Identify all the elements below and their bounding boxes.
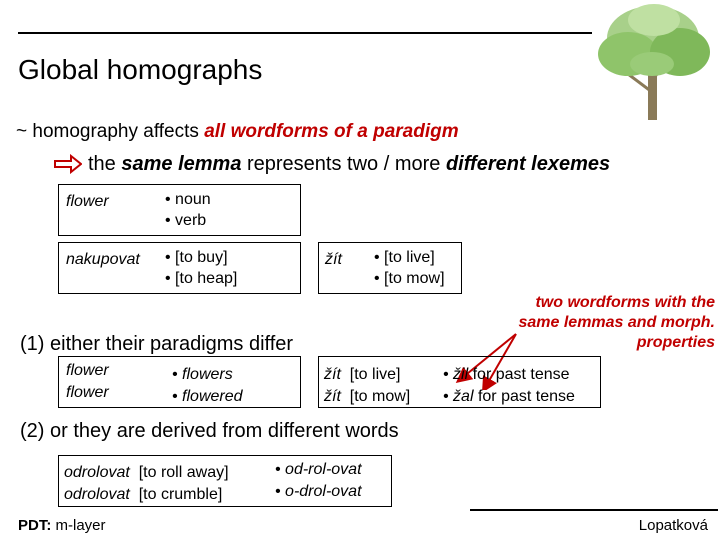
right-form: • žil bbox=[443, 366, 469, 383]
derivation-gloss: [to crumble] bbox=[138, 486, 223, 503]
bottom-rule bbox=[470, 509, 718, 511]
left-word: flower bbox=[66, 384, 109, 401]
lemma-part1: the bbox=[88, 153, 122, 175]
right-form-row bbox=[443, 386, 575, 407]
box-word: žít bbox=[325, 251, 342, 268]
annotation-note: two wordforms with the same lemmas and morph. properties bbox=[518, 294, 715, 351]
footer-left-rest: m-layer bbox=[51, 517, 106, 534]
example-box-nakupovat bbox=[58, 242, 301, 294]
right-form-label: for past tense bbox=[468, 366, 570, 383]
left-word: flower bbox=[66, 362, 109, 379]
lemma-part4: different lexemes bbox=[445, 153, 611, 175]
box-item: • [to mow] bbox=[374, 270, 445, 287]
example-box-zit bbox=[318, 242, 462, 294]
left-form: • flowered bbox=[172, 388, 243, 405]
slide-title: Global homographs bbox=[18, 54, 263, 85]
example-box-flower bbox=[58, 184, 301, 236]
section2-box bbox=[58, 455, 392, 507]
lemma-part2: same lemma bbox=[121, 153, 242, 175]
footer-left bbox=[18, 517, 106, 534]
footer-left-bold: PDT: bbox=[18, 517, 52, 534]
lemma-statement bbox=[88, 153, 610, 176]
homography-statement bbox=[16, 121, 459, 143]
box-item: • [to live] bbox=[374, 249, 435, 266]
derivation-word: odrolovat bbox=[64, 464, 130, 481]
right-word: žít bbox=[324, 388, 341, 405]
statement-emphasis: all wordforms of a paradigm bbox=[204, 121, 459, 142]
derivation-form: • o-drol-ovat bbox=[275, 483, 362, 500]
right-form: • žal bbox=[443, 388, 474, 405]
right-form-label: for past tense bbox=[473, 388, 575, 405]
right-gloss: [to mow] bbox=[349, 388, 411, 405]
right-row bbox=[324, 386, 410, 407]
lemma-part3: represents two / more bbox=[241, 153, 446, 175]
section1-left-box bbox=[58, 356, 301, 408]
arrow-right-icon bbox=[54, 154, 82, 174]
right-word: žít bbox=[324, 366, 341, 383]
box-item: • noun bbox=[165, 191, 211, 208]
tree-icon bbox=[588, 2, 718, 122]
section2-heading: (2) or they are derived from different words bbox=[20, 420, 399, 442]
box-word: nakupovat bbox=[66, 251, 140, 268]
derivation-word: odrolovat bbox=[64, 486, 130, 503]
derivation-row bbox=[64, 484, 222, 505]
section1-heading: (1) either their paradigms differ bbox=[20, 333, 294, 355]
right-row bbox=[324, 364, 400, 385]
section1-right-box bbox=[318, 356, 601, 408]
right-form-row bbox=[443, 364, 570, 385]
derivation-row bbox=[64, 462, 229, 483]
left-form: • flowers bbox=[172, 366, 233, 383]
right-gloss: [to live] bbox=[349, 366, 401, 383]
box-item: • [to heap] bbox=[165, 270, 238, 287]
box-word: flower bbox=[66, 193, 109, 210]
footer-right: Lopatková bbox=[638, 517, 708, 534]
derivation-form: • od-rol-ovat bbox=[275, 461, 362, 478]
box-item: • [to buy] bbox=[165, 249, 228, 266]
top-rule bbox=[18, 32, 592, 34]
statement-prefix: ~ homography affects bbox=[16, 121, 205, 142]
derivation-gloss: [to roll away] bbox=[138, 464, 229, 481]
box-item: • verb bbox=[165, 212, 207, 229]
